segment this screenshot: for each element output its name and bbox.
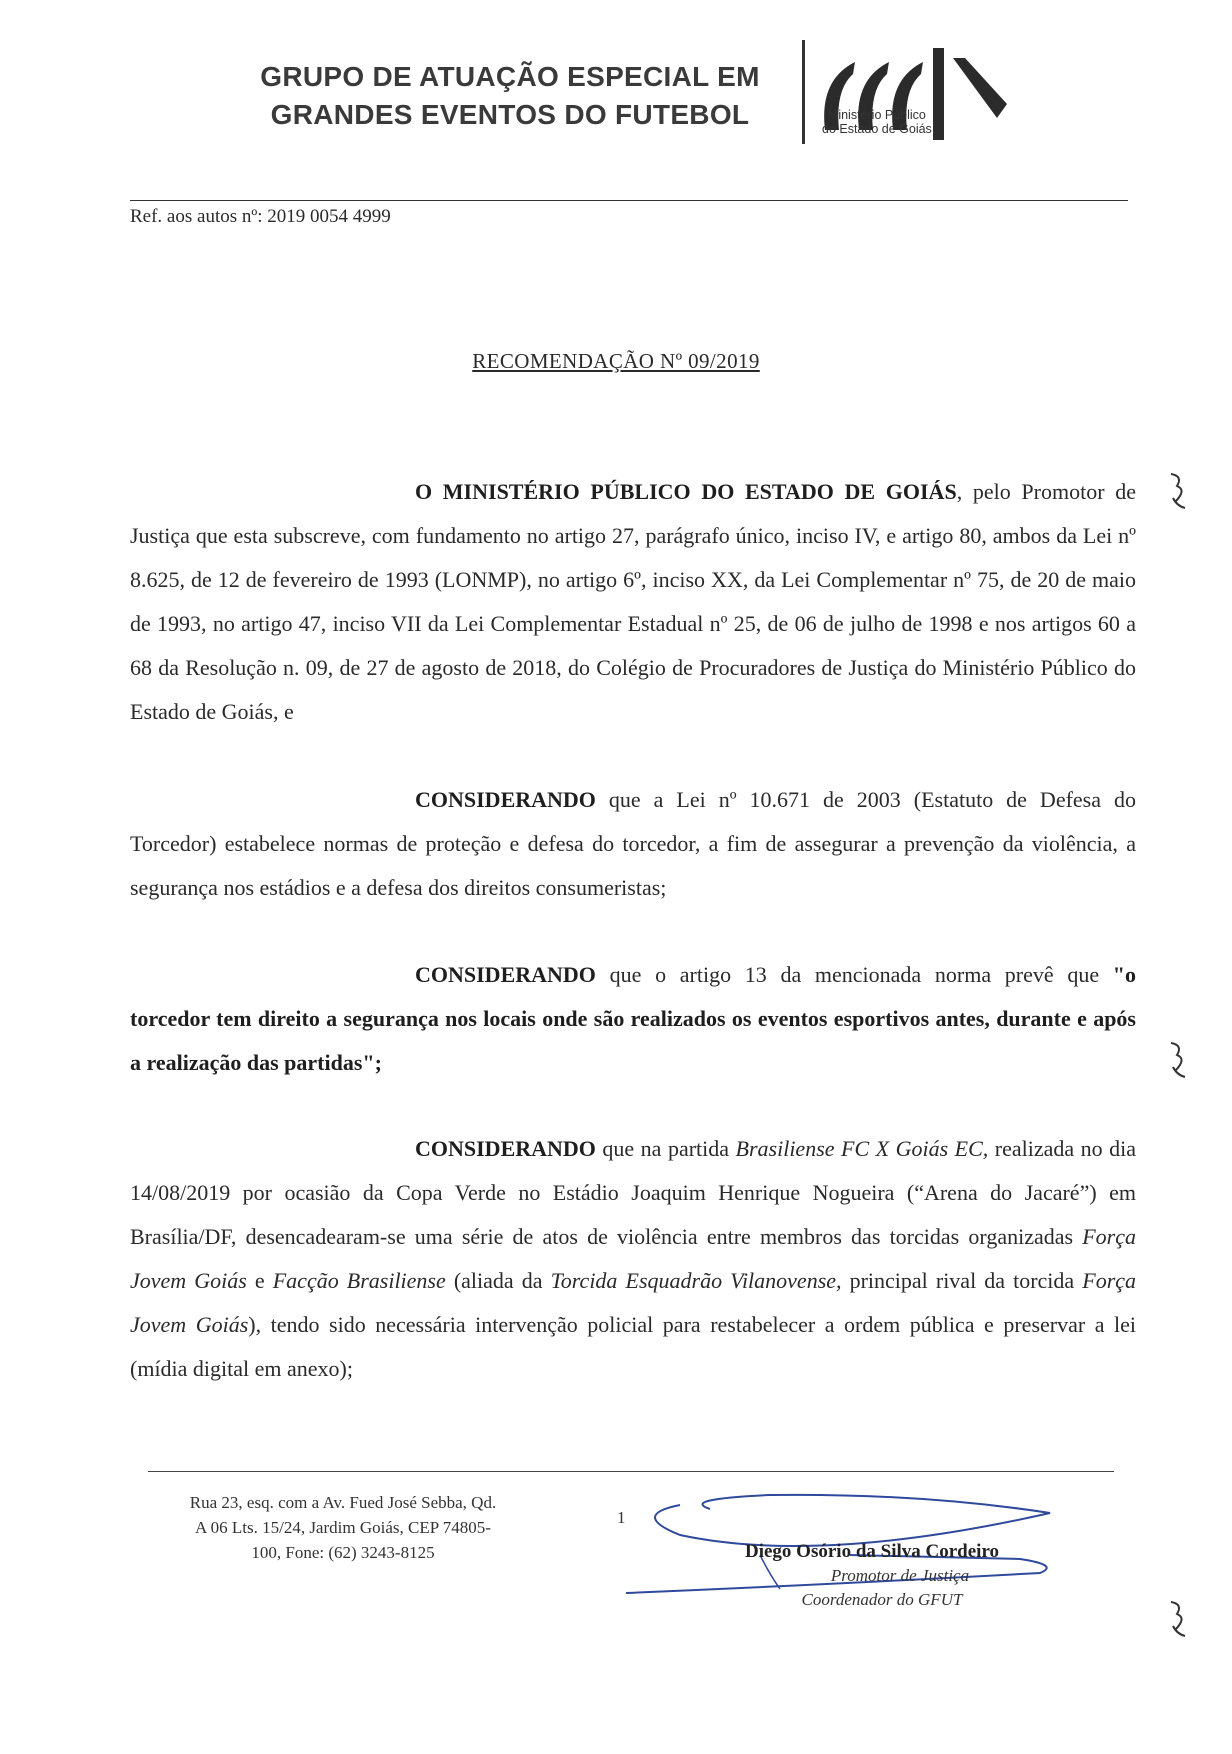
considerando-3-italic-4: Torcida Esquadrão Vilanovense, (550, 1268, 842, 1293)
header-divider (802, 40, 805, 144)
top-rule (130, 200, 1128, 201)
logo-caption (822, 108, 932, 136)
signer-role: Promotor de Justiça (830, 1566, 970, 1585)
considerando-2-bold: CONSIDERANDO (415, 962, 596, 987)
considerando-3-italic-1: Brasiliense FC X Goiás EC, (735, 1136, 989, 1161)
considerando-3-text-6: ), tendo sido necessária intervenção policial para restabelecer a ordem pública e preservar a lei (mídia digital em anexo); (130, 1312, 1136, 1381)
reference-label: Ref. aos autos nº: (130, 206, 263, 227)
paragraph-considerando-2 (130, 953, 1136, 1085)
considerando-3-text-1: que na partida (595, 1136, 736, 1161)
reference-line (130, 206, 391, 228)
considerando-3-text-2: realizada no dia 14/08/2019 por ocasião da Copa Verde no Estádio Joaquim Henrique Nogueira (“Arena do Jacaré”) em Brasília/DF, desencadearam-se uma série de atos de violência entre membros das torcidas organizadas (130, 1136, 1136, 1249)
considerando-3-text-4: (aliada da (445, 1268, 551, 1293)
considerando-2-quote: "o torcedor tem direito a segurança nos locais onde são realizados os eventos esportivos antes, durante e após a realização das partidas"; (130, 962, 1136, 1075)
footer-address (148, 1490, 538, 1565)
signer-coordination: Coordenador do GFUT (801, 1590, 963, 1609)
header-title-line2: GRANDES EVENTOS DO FUTEBOL (270, 99, 750, 130)
considerando-1-text: que a Lei nº 10.671 de 2003 (Estatuto de Defesa do Torcedor) estabelece normas de proteção e defesa do torcedor, a fim de assegurar a prevenção da violência, a segurança nos estádios e a defesa dos direitos consumeristas; (130, 787, 1136, 900)
considerando-3-bold: CONSIDERANDO (415, 1136, 596, 1161)
reference-value: 2019 0054 4999 (267, 206, 391, 227)
address-line2: A 06 Lts. 15/24, Jardim Goiás, CEP 74805- (195, 1518, 491, 1537)
signer-name: Diego Osório da Silva Cordeiro (745, 1541, 1000, 1562)
paragraph-considerando-3 (130, 1127, 1136, 1391)
considerando-1-bold: CONSIDERANDO (415, 787, 596, 812)
considerando-2-text: que o artigo 13 da mencionada norma prevê que (595, 962, 1113, 987)
considerando-3-text-3: e (246, 1268, 273, 1293)
paragraph-considerando-1 (130, 778, 1136, 910)
margin-rubric-icon (1163, 468, 1193, 512)
considerando-3-italic-2: Força Jovem Goiás (130, 1224, 1136, 1293)
header-title (240, 58, 780, 134)
paragraph-preamble (130, 470, 1136, 734)
margin-rubric-icon (1163, 1037, 1193, 1081)
paragraph-preamble-bold: O MINISTÉRIO PÚBLICO DO ESTADO DE GOIÁS (415, 479, 957, 504)
margin-rubric-icon (1163, 1596, 1193, 1640)
address-line3: 100, Fone: (62) 3243-8125 (251, 1543, 435, 1562)
header-title-line1: GRUPO DE ATUAÇÃO ESPECIAL EM (260, 61, 760, 92)
paragraph-preamble-text: , pelo Promotor de Justiça que esta subscreve, com fundamento no artigo 27, parágrafo único, inciso IV, e artigo 80, ambos da Lei nº 8.625, de 12 de fevereiro de 1993 (LONMP), no artigo 6º, inciso XX, da Lei Complementar nº 75, de 20 de maio de 1993, no artigo 47, inciso VII da Lei Complementar Estadual nº 25, de 06 de julho de 1998 e nos artigos 60 a 68 da Resolução n. 09, de 27 de agosto de 2018, do Colégio de Procuradores de Justiça do Ministério Público do Estado de Goiás, e (130, 479, 1136, 724)
considerando-3-italic-5: Força Jovem Goiás (130, 1268, 1137, 1337)
logo-caption-line1: Ministério Público (827, 108, 926, 122)
considerando-3-italic-3: Facção Brasiliense (272, 1268, 446, 1293)
considerando-3-text-5: principal rival da torcida (841, 1268, 1083, 1293)
footer-rule (148, 1471, 1114, 1472)
address-line1: Rua 23, esq. com a Av. Fued José Sebba, Qd. (189, 1493, 497, 1512)
page-number: 1 (617, 1508, 626, 1527)
logo-caption-line2: do Estado de Goiás (822, 122, 932, 136)
document-title: RECOMENDAÇÃO Nº 09/2019 (472, 349, 760, 373)
